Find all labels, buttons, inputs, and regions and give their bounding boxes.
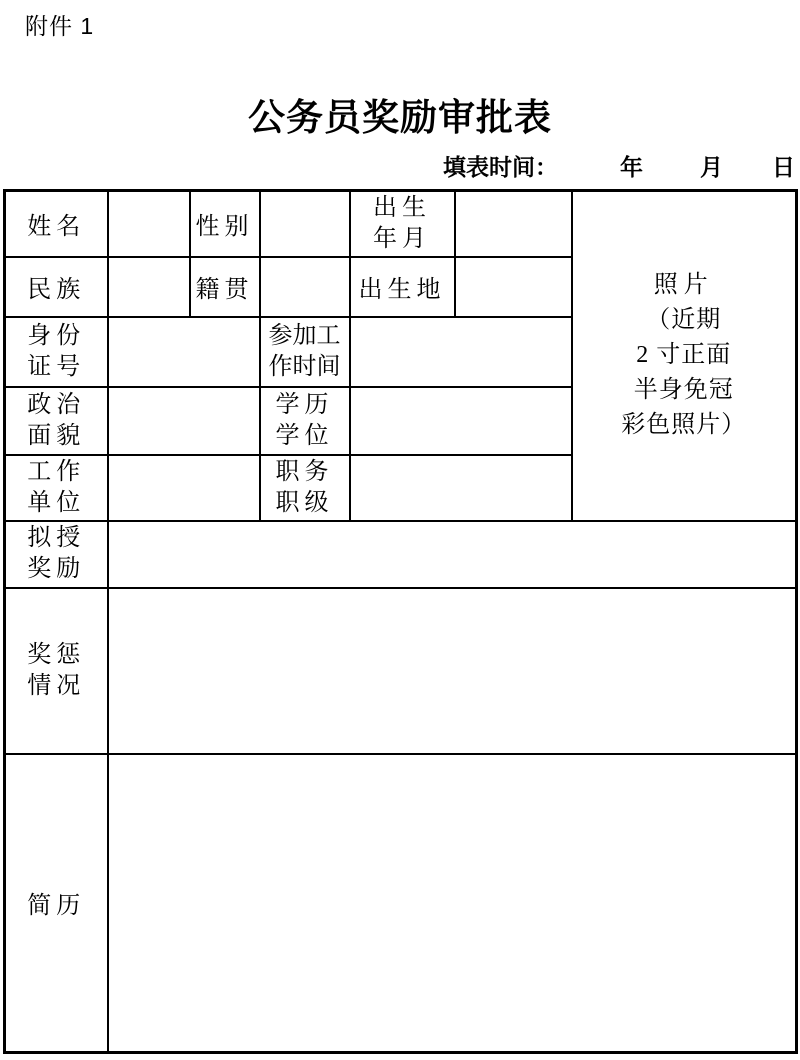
fill-time-label: 填表时间： <box>443 154 558 180</box>
birth-date-label: 出生 年月 <box>350 191 455 257</box>
fill-time-line <box>443 149 795 182</box>
attachment-label: 附件 1 <box>25 13 95 39</box>
native-place-value-cell[interactable] <box>260 257 350 317</box>
proposed-reward-value-cell[interactable] <box>108 521 797 588</box>
birthplace-label: 出生地 <box>350 257 455 317</box>
id-number-value-cell[interactable] <box>108 317 260 387</box>
ethnicity-label: 民族 <box>5 257 108 317</box>
native-place-label: 籍贯 <box>190 257 260 317</box>
photo-placeholder-cell[interactable]: 照片 （近期 2 寸正面 半身免冠 彩色照片） <box>572 191 797 521</box>
birth-date-value-cell[interactable] <box>455 191 572 257</box>
education-degree-value-cell[interactable] <box>350 387 572 455</box>
education-degree-label: 学历 学位 <box>260 387 350 455</box>
resume-label: 简历 <box>5 754 108 1053</box>
position-rank-label: 职务 职级 <box>260 455 350 521</box>
work-unit-value-cell[interactable] <box>108 455 260 521</box>
id-number-label: 身份 证号 <box>5 317 108 387</box>
reward-punishment-value-cell[interactable] <box>108 588 797 754</box>
resume-value-cell[interactable] <box>108 754 797 1053</box>
political-status-label: 政治 面貌 <box>5 387 108 455</box>
political-status-value-cell[interactable] <box>108 387 260 455</box>
gender-value-cell[interactable] <box>260 191 350 257</box>
form-title: 公务员奖励审批表 <box>248 98 552 139</box>
position-rank-value-cell[interactable] <box>350 455 572 521</box>
name-label: 姓名 <box>5 191 108 257</box>
work-unit-label: 工作 单位 <box>5 455 108 521</box>
gender-label: 性别 <box>190 191 260 257</box>
fill-time-day-label: 日 <box>772 154 795 180</box>
ethnicity-value-cell[interactable] <box>108 257 190 317</box>
reward-approval-form-table <box>3 189 798 1054</box>
work-start-date-value-cell[interactable] <box>350 317 572 387</box>
fill-time-month-label: 月 <box>700 154 723 180</box>
reward-punishment-label: 奖惩 情况 <box>5 588 108 754</box>
birthplace-value-cell[interactable] <box>455 257 572 317</box>
work-start-date-label: 参加工 作时间 <box>260 317 350 387</box>
fill-time-year-label: 年 <box>620 154 643 180</box>
name-value-cell[interactable] <box>108 191 190 257</box>
proposed-reward-label: 拟授 奖励 <box>5 521 108 588</box>
